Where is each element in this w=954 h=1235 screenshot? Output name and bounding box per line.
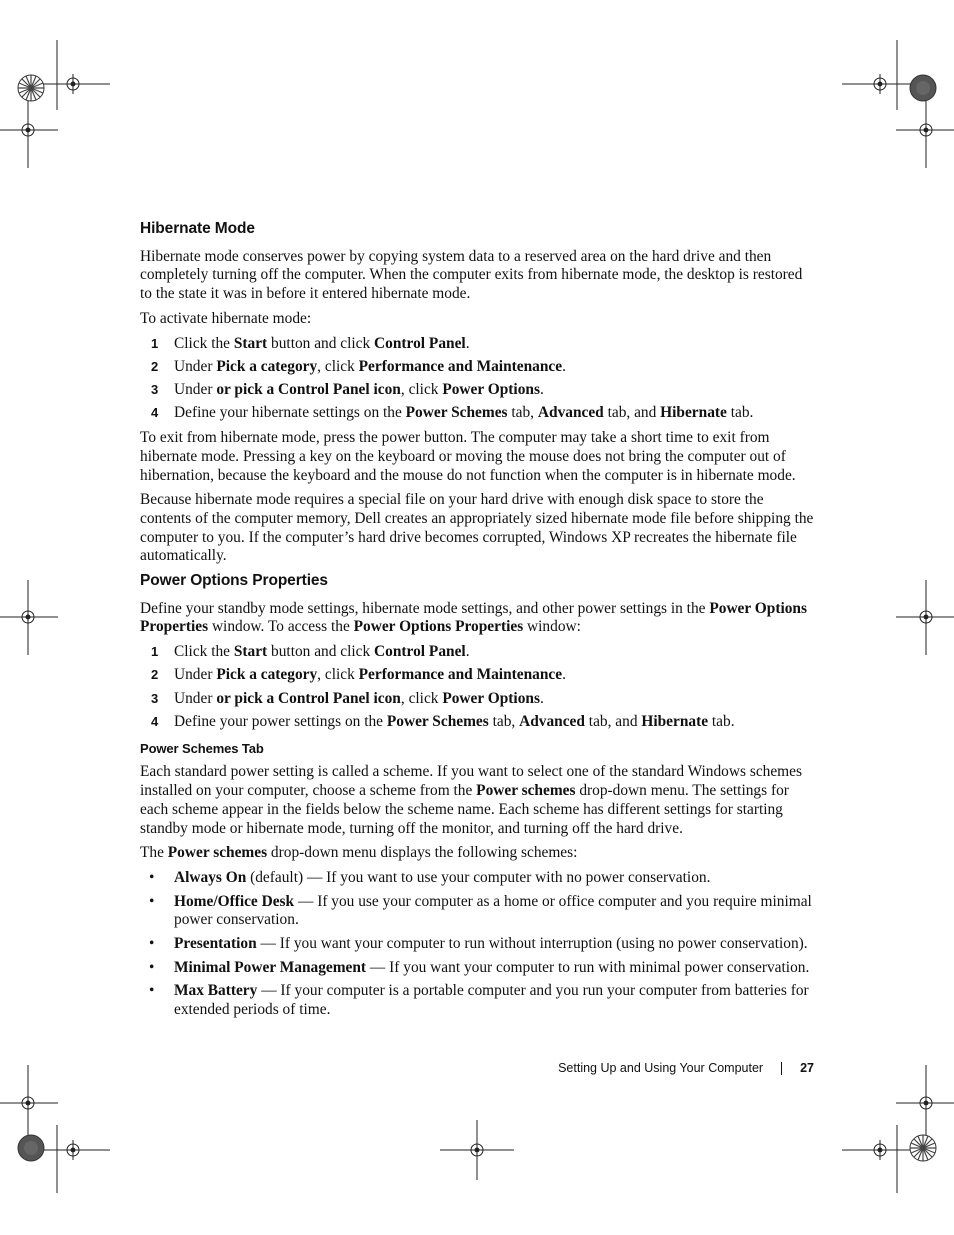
- text-run: drop-down menu. The settings for each scheme appear in the fields below the scheme name. Each scheme has different settings for starting standby mode or hibernate mode, turning off the monitor, and turning off the hard drive.: [140, 782, 789, 837]
- ui-term: or pick a Control Panel icon: [216, 381, 401, 399]
- step-text: tab,: [488, 713, 520, 731]
- step-text: , click: [317, 357, 359, 375]
- density-circle-target: [910, 75, 936, 101]
- step-number: 2: [151, 358, 159, 374]
- step-number: 1: [151, 644, 159, 660]
- item-text: — If your computer is a portable computer and you run your computer from batteries for extended periods of time.: [174, 982, 809, 1019]
- crosshair-target: [18, 607, 38, 627]
- step-text: tab.: [726, 404, 754, 422]
- section-heading-power-options: Power Options Properties: [140, 572, 328, 590]
- text-run: Each standard power setting is called a scheme. If you want to select one of the standard Windows schemes installed on your computer, choose a scheme from the: [140, 763, 802, 800]
- list-item: [140, 869, 816, 888]
- step-text: button and click: [267, 334, 375, 352]
- paragraph: [140, 844, 816, 863]
- list-item: [140, 643, 816, 662]
- bullet: •: [149, 868, 155, 886]
- step-text: Click the: [174, 643, 234, 661]
- list-item: [140, 335, 816, 354]
- text-run: The: [140, 844, 168, 862]
- ui-term: Minimal Power Management: [174, 958, 367, 976]
- ui-term: Hibernate: [660, 404, 727, 422]
- ui-term: Performance and Maintenance: [358, 666, 563, 684]
- ui-term: Start: [233, 334, 268, 352]
- crosshair-target: [916, 1093, 936, 1113]
- text-run: window:: [523, 618, 581, 636]
- bullet: •: [149, 892, 155, 910]
- step-text: .: [465, 643, 470, 661]
- ui-term: Power Options Properties: [353, 618, 524, 636]
- paragraph: [140, 600, 816, 637]
- item-text: — If you use your computer as a home or office computer and you require minimal power conservation.: [174, 892, 812, 929]
- ui-term: Performance and Maintenance: [358, 357, 563, 375]
- list-item: [140, 404, 816, 423]
- scheme-list: [140, 869, 816, 1020]
- ui-term: Pick a category: [216, 357, 318, 375]
- step-number: 1: [151, 335, 159, 351]
- ui-term: Advanced: [519, 713, 585, 731]
- ui-term: Hibernate: [641, 713, 709, 731]
- list-item: [140, 690, 816, 709]
- step-text: tab, and: [603, 404, 661, 422]
- ui-term: Max Battery: [174, 982, 258, 1000]
- density-circle-target: [18, 1135, 44, 1161]
- page-number: 27: [800, 1061, 814, 1075]
- step-text: tab,: [507, 404, 538, 422]
- step-number: 3: [151, 690, 159, 706]
- step-text: Under: [174, 666, 217, 684]
- step-text: .: [539, 689, 544, 707]
- step-text: Under: [174, 381, 217, 399]
- crosshair-target: [870, 74, 890, 94]
- page-footer: [558, 1061, 814, 1075]
- ui-term: Presentation: [174, 935, 257, 953]
- paragraph: Hibernate mode conserves power by copying system data to a reserved area on the hard drive and then completely turning off the computer. When the computer exits from hibernate mode, the desktop is restored to the state it was in before it entered hibernate mode.: [140, 247, 803, 303]
- density-star-target: [910, 1135, 936, 1161]
- step-text: Define your hibernate settings on the: [174, 404, 406, 422]
- text-run: Define your standby mode settings, hibernate mode settings, and other power settings in the: [140, 599, 710, 617]
- list-item: [140, 358, 816, 377]
- paragraph: Because hibernate mode requires a special file on your hard drive with enough disk space to store the contents of the computer memory, Dell creates an appropriately sized hibernate mode file before shipping the computer to you. If the computer’s hard drive becomes corrupted, Windows XP recreates the hibernate file automatically.: [140, 491, 814, 565]
- density-star-target: [18, 75, 44, 101]
- item-text: — If you want your computer to run without interruption (using no power conservation).: [256, 935, 808, 953]
- ui-term: Power Options: [442, 381, 540, 399]
- section-heading-hibernate: Hibernate Mode: [140, 220, 255, 237]
- step-list: [140, 643, 816, 732]
- page-body: [140, 214, 816, 1025]
- crosshair-target: [467, 1140, 487, 1160]
- crosshair-target: [63, 1140, 83, 1160]
- text-run: drop-down menu displays the following schemes:: [267, 844, 578, 862]
- ui-term: Power Schemes: [386, 713, 489, 731]
- paragraph: [140, 763, 816, 838]
- ui-term: Power Options: [442, 689, 540, 707]
- item-text: — If you want your computer to run with minimal power conservation.: [366, 958, 810, 976]
- step-text: Click the: [174, 334, 234, 352]
- ui-term: Control Panel: [374, 643, 466, 661]
- step-text: .: [539, 381, 544, 399]
- step-text: button and click: [267, 643, 375, 661]
- subsection-heading-power-schemes-tab: Power Schemes Tab: [140, 740, 264, 756]
- step-number: 4: [151, 405, 159, 421]
- step-text: .: [562, 357, 566, 375]
- crosshair-target: [18, 1093, 38, 1113]
- footer-divider: [781, 1062, 782, 1075]
- step-text: Under: [174, 689, 217, 707]
- step-text: , click: [400, 689, 443, 707]
- ui-term: Start: [233, 643, 268, 661]
- ui-term: Home/Office Desk: [174, 892, 295, 910]
- list-item: [140, 713, 816, 732]
- step-text: Define your power settings on the: [174, 713, 387, 731]
- ui-term: Power Schemes: [405, 404, 508, 422]
- bullet: •: [149, 958, 155, 976]
- ui-term: Power schemes: [167, 844, 268, 862]
- step-text: .: [562, 666, 566, 684]
- list-item: [140, 959, 816, 978]
- crosshair-target: [18, 120, 38, 140]
- footer-section-title: Setting Up and Using Your Computer: [558, 1061, 764, 1075]
- step-text: .: [465, 334, 470, 352]
- step-text: , click: [317, 666, 359, 684]
- list-item: [140, 666, 816, 685]
- bullet: •: [149, 982, 155, 1000]
- ui-term: Always On: [174, 868, 247, 886]
- ui-term: Control Panel: [374, 334, 466, 352]
- ui-term: Power Options Properties: [140, 599, 807, 636]
- list-item: [140, 381, 816, 400]
- list-item: [140, 893, 816, 930]
- crosshair-target: [870, 1140, 890, 1160]
- item-text: (default) — If you want to use your computer with no power conservation.: [246, 868, 711, 886]
- step-text: tab, and: [584, 713, 642, 731]
- bullet: •: [149, 935, 155, 953]
- ui-term: Power schemes: [476, 782, 576, 800]
- list-item: [140, 935, 816, 954]
- step-text: , click: [400, 381, 443, 399]
- ui-term: Pick a category: [216, 666, 318, 684]
- paragraph: To activate hibernate mode:: [140, 309, 312, 327]
- text-run: window. To access the: [208, 618, 354, 636]
- ui-term: Advanced: [537, 404, 604, 422]
- step-number: 2: [151, 667, 159, 683]
- ui-term: or pick a Control Panel icon: [216, 689, 401, 707]
- crosshair-target: [916, 120, 936, 140]
- step-list: [140, 335, 816, 424]
- paragraph: To exit from hibernate mode, press the power button. The computer may take a short time to exit from hibernate mode. Pressing a key on the keyboard or moving the mouse does not bring the computer out of hibernation, because the keyboard and the mouse do not function when the computer is in hibernate mode.: [140, 429, 796, 484]
- step-number: 3: [151, 382, 159, 398]
- crosshair-target: [63, 74, 83, 94]
- step-text: tab.: [708, 713, 735, 731]
- step-text: Under: [174, 357, 217, 375]
- step-number: 4: [151, 714, 159, 730]
- list-item: [140, 982, 816, 1019]
- crosshair-target: [916, 607, 936, 627]
